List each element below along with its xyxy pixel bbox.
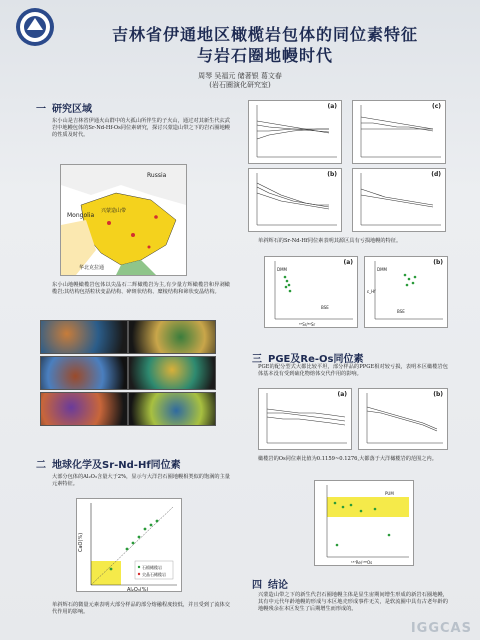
intro-text: 东小山是吉林省伊通火山群中的大孤山所伴生的子火山，通过对其新生代玄武岩中地幔包体的Sr-Nd-Hf-Os同位素研究，探讨兴蒙造山带之下的岩石圈地幔的性质及时代。 [52, 118, 230, 138]
photo-4 [128, 356, 216, 390]
panel-d-label: (d) [431, 171, 441, 178]
cao-al2o3-plot [76, 498, 182, 592]
section-2-number: 二 [36, 460, 46, 471]
section-4-title: 结论 [268, 580, 288, 591]
ree-panel-c [352, 100, 446, 164]
watermark: IGGCAS [410, 621, 472, 636]
pge-panel-b [358, 388, 448, 450]
ree-panel-a [248, 100, 342, 164]
sr-hf-plot-b [364, 256, 448, 328]
trace-text: 单斜辉石的微量元素表明大部分样品的部分熔融程度较低，并且受到了流体交代作用的影响。 [52, 602, 230, 615]
title-line-1: 吉林省伊通地区橄榄岩包体的同位素特征 [111, 25, 418, 44]
axis-al2o3: Al₂O₃(%) [127, 587, 149, 591]
legend-sr-2: 尖晶石橄榄岩 [142, 572, 166, 577]
sr-hf-b-label: (b) [433, 259, 443, 266]
conclusion-text: 兴蒙造山带之下的新生代岩石圈地幔主体是显生宙期间增生形成的新岩石圈地幔，其有中元代年龄地幔的形成与本区地壳形成事件无关，是软流圈中具有古老年龄的地幔残余在本区发生了后期增生而形成的。 [258, 592, 448, 612]
section-1-heading [36, 100, 92, 115]
poster-title [60, 24, 470, 66]
geological-map [60, 164, 187, 276]
site-marker-2 [131, 233, 135, 237]
section-2-title: 地球化学及Sr-Nd-Hf同位素 [52, 460, 181, 471]
section-1-number: 一 [36, 104, 46, 115]
alumina-text: 大部分包体的Al₂O₃含量大于2%，显示与大洋岩石圈地幔相类似的饱满的主量元素特征。 [52, 474, 230, 487]
cao-point-1 [126, 548, 129, 551]
label-dmm-a: DMM [277, 267, 287, 272]
photo-2 [128, 320, 216, 354]
institute-logo-icon [14, 6, 56, 48]
axis-ehf: ε_Hf [367, 289, 376, 294]
map-label-craton: 华北克拉通 [79, 265, 105, 271]
thin-section-photos [36, 320, 214, 420]
label-bse-a: BSE [321, 305, 329, 310]
os-text: 橄榄岩的Os同位素比值为0.1159~0.1276,大都落于大洋橄榄岩的范围之内。 [258, 456, 437, 462]
title-line-2: 与岩石圈地幔时代 [196, 46, 333, 65]
section-3-heading [252, 350, 363, 365]
cao-point-3 [138, 536, 141, 539]
cao-point-4 [144, 528, 147, 531]
ree-panel-b [248, 168, 342, 232]
axis-cao: CaO(%) [78, 532, 84, 552]
site-marker-1 [107, 221, 111, 225]
panel-c-label: (c) [431, 103, 441, 110]
map-label-belt: 兴蒙造山带 [101, 208, 127, 214]
axis-srsr: ⁸⁷Sr/⁸⁶Sr [299, 322, 316, 327]
label-dmm-b: DMM [377, 267, 387, 272]
pge-b-label: (b) [433, 391, 443, 398]
cao-point-5 [150, 524, 153, 527]
photo-5 [40, 392, 128, 426]
photo-1 [40, 320, 128, 354]
affiliation: (岩石圈演化研究室) [209, 81, 271, 89]
cao-point-2 [132, 542, 135, 545]
lithology-text: 东小山地幔橄榄岩包体以尖晶石二辉橄榄岩为主,有少量方辉橄榄岩和异剥橄榄岩;其结构包括粒状变晶结构、碎斑状结构、糜棱结构和筛状变晶结构。 [52, 282, 230, 295]
ree-panel-d [352, 168, 446, 232]
authors [150, 72, 330, 90]
section-3-number: 三 [252, 354, 262, 365]
section-4-heading [252, 576, 288, 591]
sr-hf-a-label: (a) [343, 259, 353, 266]
label-bse-b: BSE [397, 309, 405, 314]
cao-point-6 [156, 520, 159, 523]
isotope-text: 单斜辉石的Sr-Nd-Hf同位素表明其源区具有亏损地幔的特征。 [258, 238, 402, 244]
map-figure [61, 165, 186, 275]
section-4-number: 四 [252, 580, 262, 591]
site-marker-4 [148, 246, 151, 249]
axis-re-os: ¹⁸⁷Re/¹⁸⁸Os [351, 560, 373, 565]
map-label-russia: Russia [147, 172, 167, 179]
panel-a-label: (a) [327, 103, 337, 110]
legend-sr-1: 石榴橄榄岩 [142, 565, 162, 570]
label-pum: PUM [385, 491, 394, 496]
photo-3 [40, 356, 128, 390]
pge-panel-a [258, 388, 352, 450]
re-os-plot [314, 480, 414, 566]
panel-b-label: (b) [327, 171, 337, 178]
section-2-heading [36, 456, 181, 471]
cao-point-7 [110, 568, 113, 571]
map-label-mongolia: Mongolia [67, 212, 95, 219]
section-1-title: 研究区域 [52, 104, 92, 115]
site-marker-3 [154, 215, 158, 219]
pge-text: PGE的配分型式大都比较平坦，部分样品的PPGE相对较亏损，表明本区橄榄岩包体基本没有受到硫化物熔体交代作用的影响。 [258, 364, 448, 377]
section-3-title: PGE及Re-Os同位素 [268, 354, 364, 365]
author-names: 周琴 吴福元 储著银 葛文春 [198, 72, 282, 80]
pge-a-label: (a) [337, 391, 347, 398]
photo-6 [128, 392, 216, 426]
sr-hf-plot-a [264, 256, 358, 328]
